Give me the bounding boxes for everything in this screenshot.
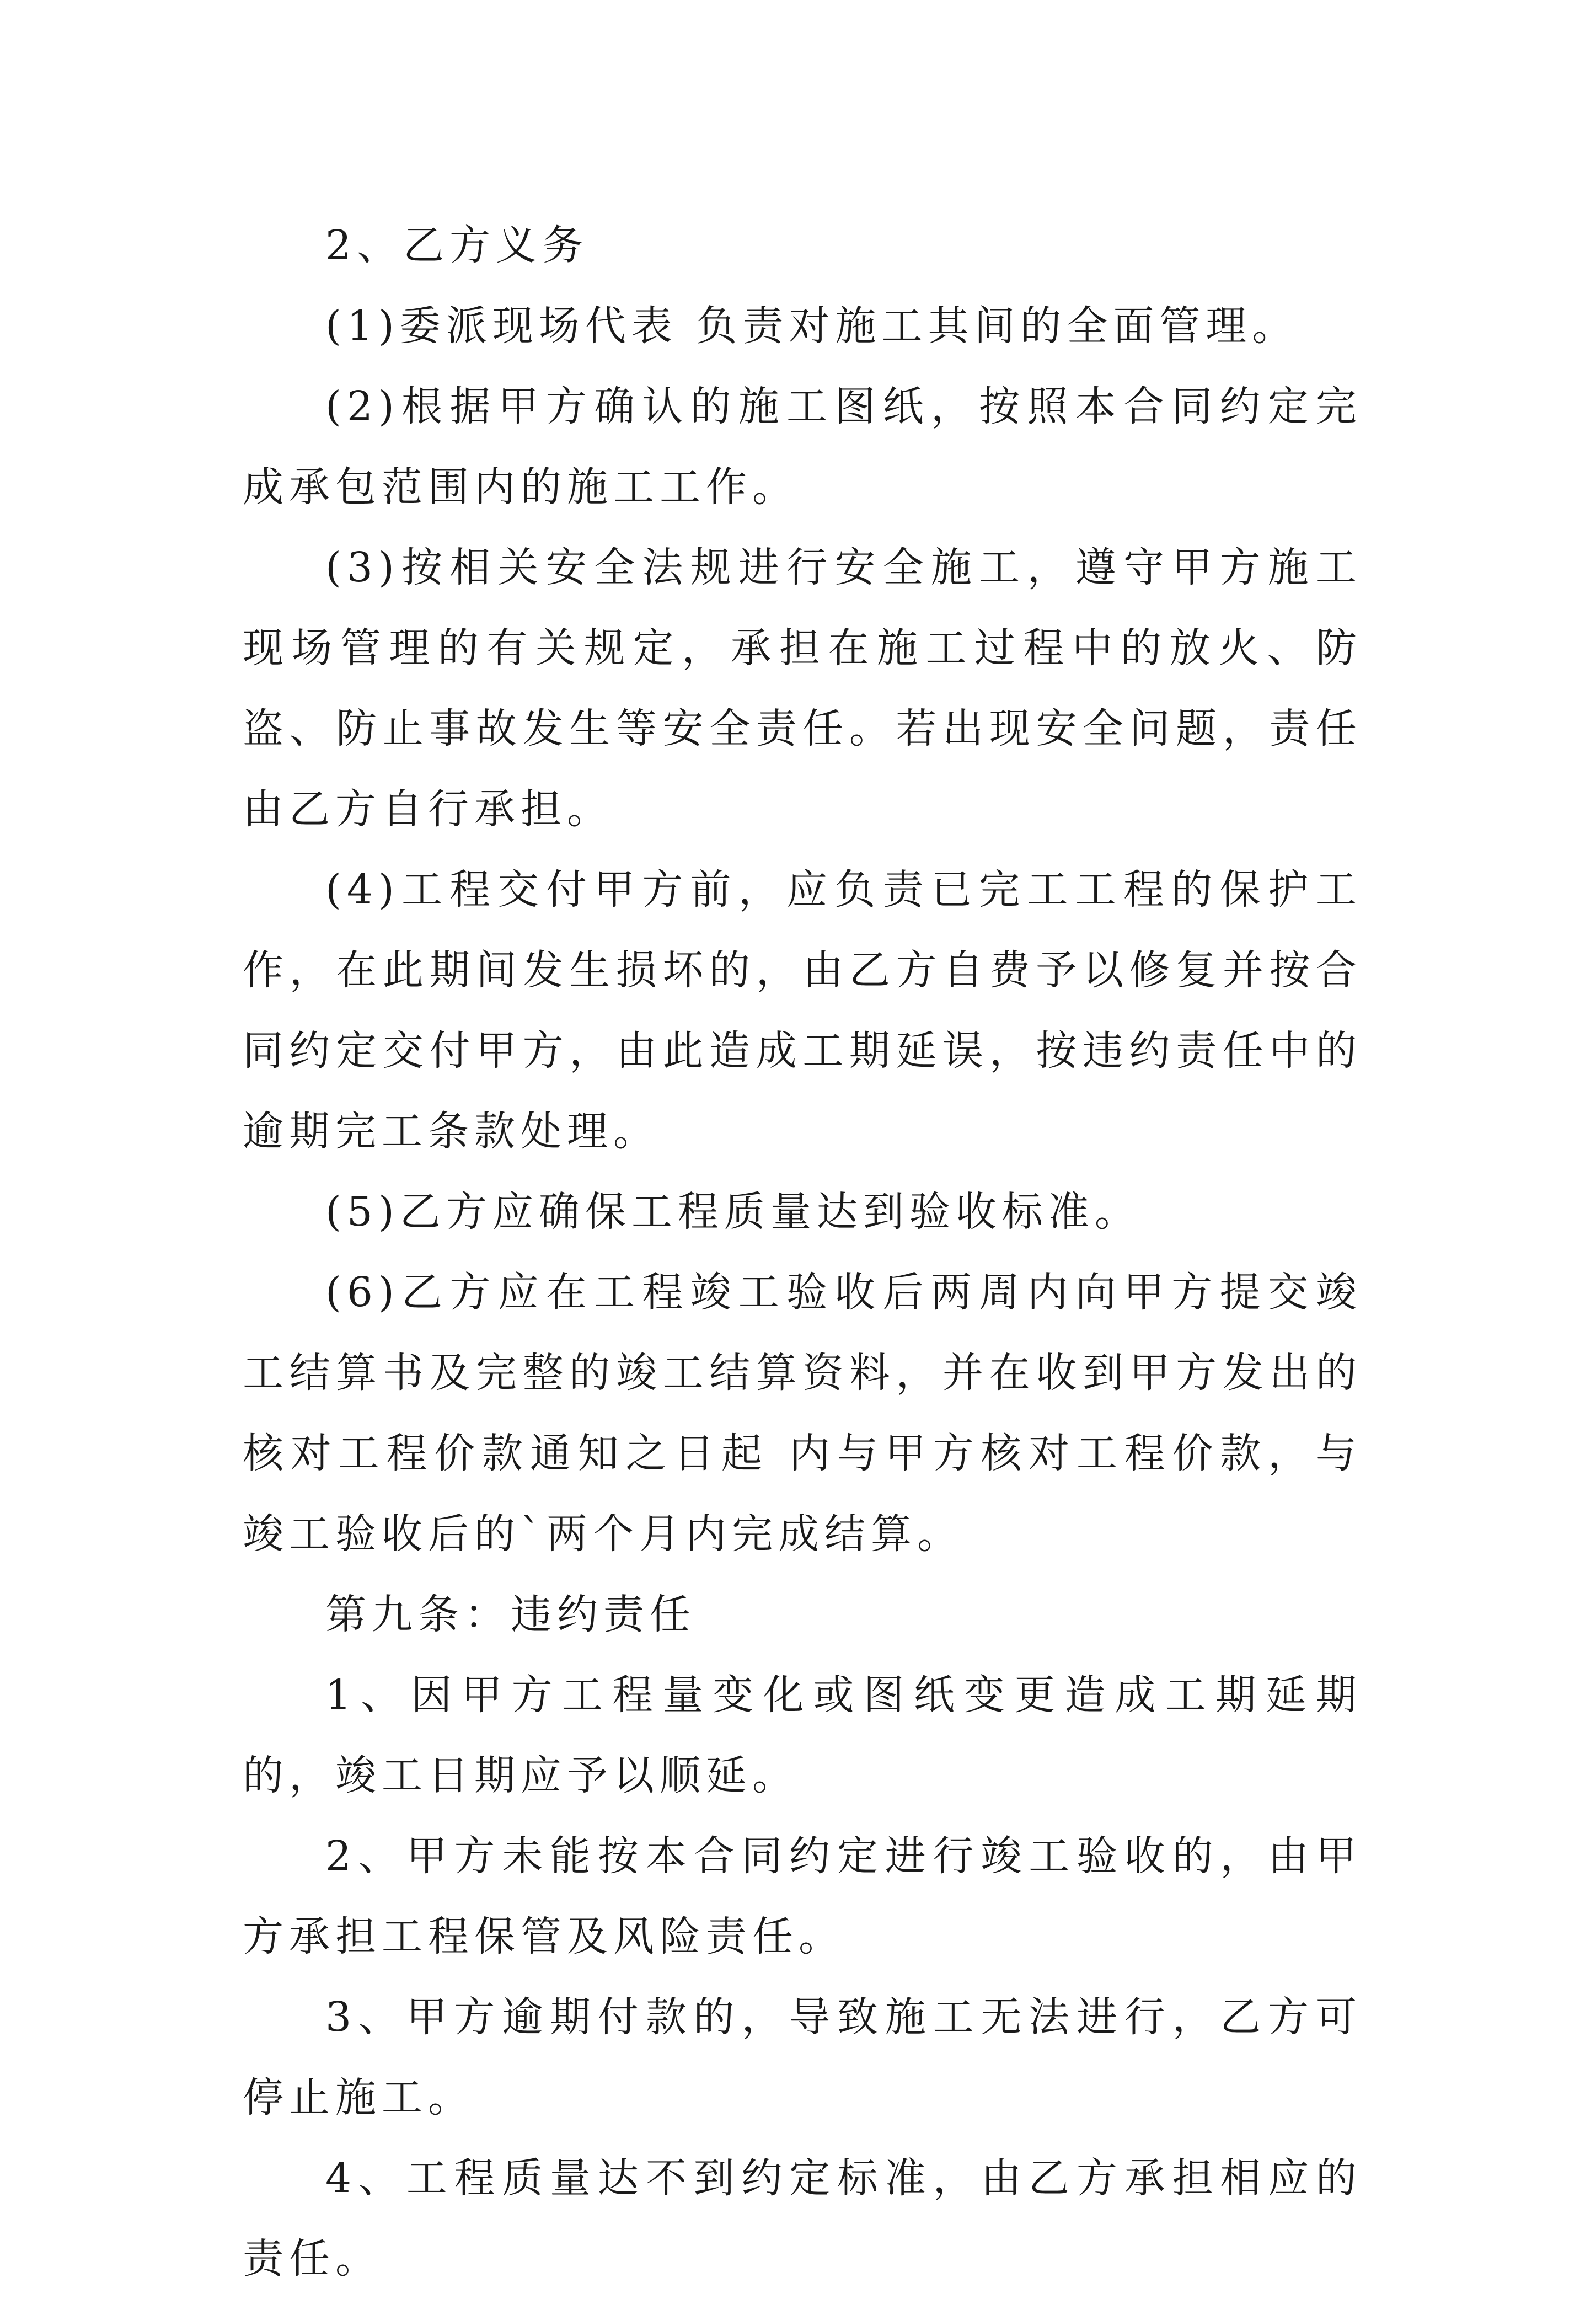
heading-article-9-breach-liability: 第九条：违约责任	[325, 1591, 696, 1638]
heading-party-b-obligations: 2、乙方义务	[325, 222, 589, 269]
clause-2-construction-drawings: (2)根据甲方确认的施工图纸，按照本合同约定完成承包范围内的施工工作。	[243, 383, 1362, 511]
breach-item-4-quality-liability: 4、工程质量达不到约定标准，由乙方承担相应的责任。	[243, 2154, 1362, 2282]
clause-5-quality-standard: (5)乙方应确保工程质量达到验收标准。	[325, 1188, 1141, 1236]
clause-4-works-protection: (4)工程交付甲方前，应负责已完工工程的保护工作，在此期间发生损坏的，由乙方自费予以修复并按合同约定交付甲方，由此造成工期延误，按违约责任中的逾期完工条款处理。	[243, 866, 1362, 1155]
breach-item-3-late-payment: 3、甲方逾期付款的，导致施工无法进行，乙方可停止施工。	[243, 1993, 1362, 2121]
breach-item-2-acceptance-delay: 2、甲方未能按本合同约定进行竣工验收的，由甲方承担工程保管及风险责任。	[243, 1832, 1362, 1960]
contract-text-body	[243, 205, 1362, 2299]
clause-1-site-representative: (1)委派现场代表 负责对施工其间的全面管理。	[325, 302, 1299, 350]
breach-item-1-schedule-extension: 1、因甲方工程量变化或图纸变更造成工期延期的，竣工日期应予以顺延。	[243, 1671, 1362, 1799]
clause-3-safety-responsibility: (3)按相关安全法规进行安全施工，遵守甲方施工现场管理的有关规定，承担在施工过程中的放火、防盗、防止事故发生等安全责任。若出现安全问题，责任由乙方自行承担。	[243, 544, 1362, 833]
clause-6-final-settlement: (6)乙方应在工程竣工验收后两周内向甲方提交竣工结算书及完整的竣工结算资料，并在收到甲方发出的核对工程价款通知之日起 内与甲方核对工程价款，与竣工验收后的`两个月内完成结算。	[243, 1269, 1362, 1558]
